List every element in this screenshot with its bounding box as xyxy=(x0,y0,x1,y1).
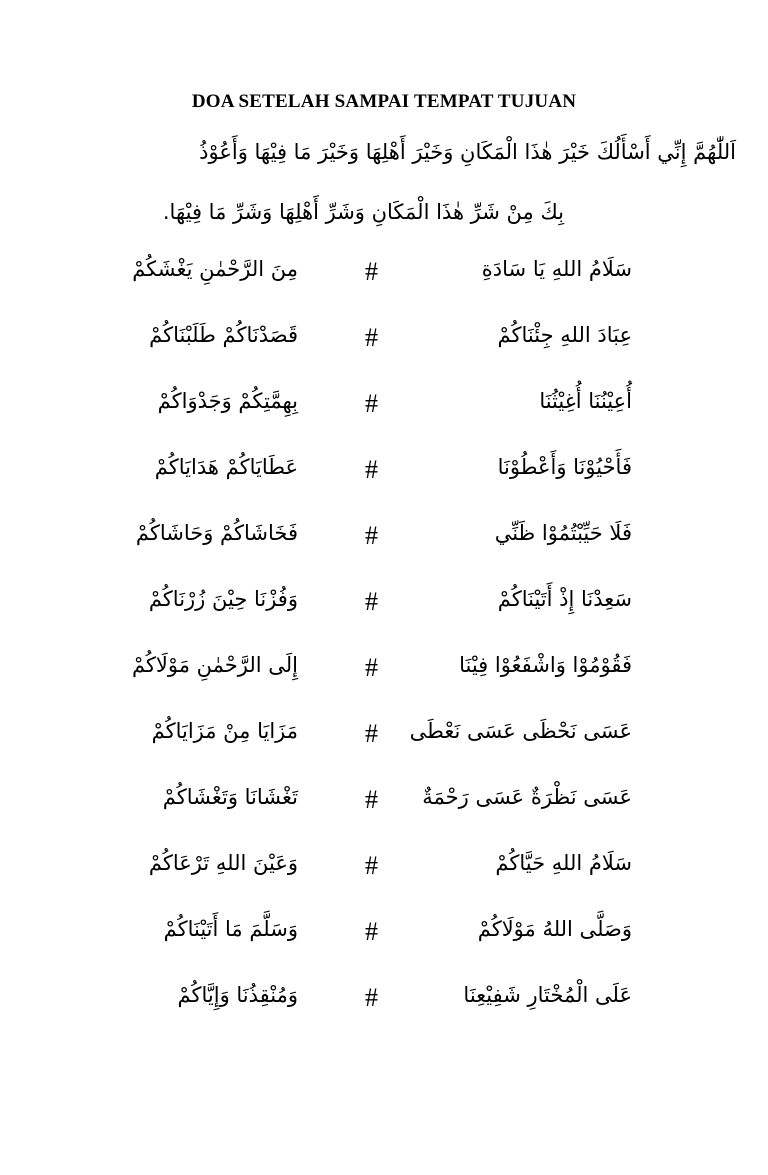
prayer-line-2: بِكَ مِنْ شَرِّ هٰذَا الْمَكَانِ وَشَرِّ أَهْلِهَا وَشَرِّ مَا فِيْهَا. xyxy=(162,200,564,224)
verse-first-half: سَلَامُ اللهِ يَا سَادَةِ xyxy=(481,257,632,281)
verse-row xyxy=(0,983,768,1049)
verse-row xyxy=(0,653,768,719)
verse-second-half: وَمُنْقِذُنَا وَإِيَّاكُمْ xyxy=(177,983,298,1007)
verse-first-half: عِبَادَ اللهِ جِئْنَاكُمْ xyxy=(497,323,632,347)
prayer-line-1: اَللّٰهُمَّ إِنِّي أَسْأَلُكَ خَيْرَ هٰذَا الْمَكَانِ وَخَيْرَ أَهْلِهَا وَخَيْرَ مَا فِيْهَا وَأَعُوْذُ xyxy=(199,140,736,164)
verse-row xyxy=(0,587,768,653)
verse-list xyxy=(0,257,768,1049)
verse-separator: # xyxy=(365,455,378,484)
verse-first-half: سَلَامُ اللهِ حَيَّاكُمْ xyxy=(495,851,632,875)
verse-first-half: عَلَى الْمُخْتَارِ شَفِيْعِنَا xyxy=(463,983,632,1007)
verse-separator: # xyxy=(365,917,378,946)
verse-second-half: إِلَى الرَّحْمٰنِ مَوْلَاكُمْ xyxy=(131,653,298,677)
verse-first-half: فَلَا حَيِّبْتُمُوْا ظَنِّي xyxy=(494,521,632,545)
verse-separator: # xyxy=(365,653,378,682)
verse-first-half: فَأَحْيُوْنَا وَأَعْطُوْنَا xyxy=(497,455,632,479)
verse-row xyxy=(0,851,768,917)
verse-second-half: وَفُزْنَا حِيْنَ زُرْنَاكُمْ xyxy=(148,587,298,611)
verse-separator: # xyxy=(365,983,378,1012)
verse-row xyxy=(0,521,768,587)
verse-row xyxy=(0,719,768,785)
verse-second-half: وَعَيْنَ اللهِ تَرْعَاكُمْ xyxy=(148,851,298,875)
verse-separator: # xyxy=(365,851,378,880)
verse-second-half: مَزَايَا مِنْ مَزَايَاكُمْ xyxy=(151,719,298,743)
verse-first-half: فَقُوْمُوْا وَاشْفَعُوْا فِيْنَا xyxy=(459,653,632,677)
verse-row xyxy=(0,917,768,983)
verse-first-half: عَسَى نَظْرَةٌ عَسَى رَحْمَةٌ xyxy=(422,785,632,809)
verse-second-half: تَغْشَانَا وَتَغْشَاكُمْ xyxy=(162,785,298,809)
verse-second-half: بِهِمَّتِكُمْ وَجَدْوَاكُمْ xyxy=(157,389,298,413)
verse-separator: # xyxy=(365,323,378,352)
verse-second-half: فَخَاشَاكُمْ وَحَاشَاكُمْ xyxy=(135,521,298,545)
verse-second-half: عَطَايَاكُمْ هَدَايَاكُمْ xyxy=(154,455,298,479)
verse-row xyxy=(0,323,768,389)
verse-row xyxy=(0,389,768,455)
verse-second-half: وَسَلَّمَ مَا أَتَيْنَاكُمْ xyxy=(163,917,298,941)
verse-row xyxy=(0,257,768,323)
verse-first-half: سَعِدْنَا إِذْ أَتَيْنَاكُمْ xyxy=(497,587,632,611)
verse-separator: # xyxy=(365,389,378,418)
verse-separator: # xyxy=(365,521,378,550)
page-title: DOA SETELAH SAMPAI TEMPAT TUJUAN xyxy=(191,91,577,112)
verse-row xyxy=(0,785,768,851)
verse-first-half: عَسَى نَحْظَى عَسَى نَعْطَى xyxy=(409,719,632,743)
verse-separator: # xyxy=(365,719,378,748)
verse-second-half: مِنَ الرَّحْمٰنِ يَغْشَكُمْ xyxy=(132,257,298,281)
verse-row xyxy=(0,455,768,521)
verse-first-half: أُعِيْنُنَا أُغِيْثُنَا xyxy=(539,389,632,413)
verse-separator: # xyxy=(365,257,378,286)
verse-second-half: قَصَدْنَاكُمْ طَلَبْنَاكُمْ xyxy=(149,323,298,347)
verse-separator: # xyxy=(365,785,378,814)
verse-separator: # xyxy=(365,587,378,616)
verse-first-half: وَصَلَّى اللهُ مَوْلَاكُمْ xyxy=(477,917,632,941)
